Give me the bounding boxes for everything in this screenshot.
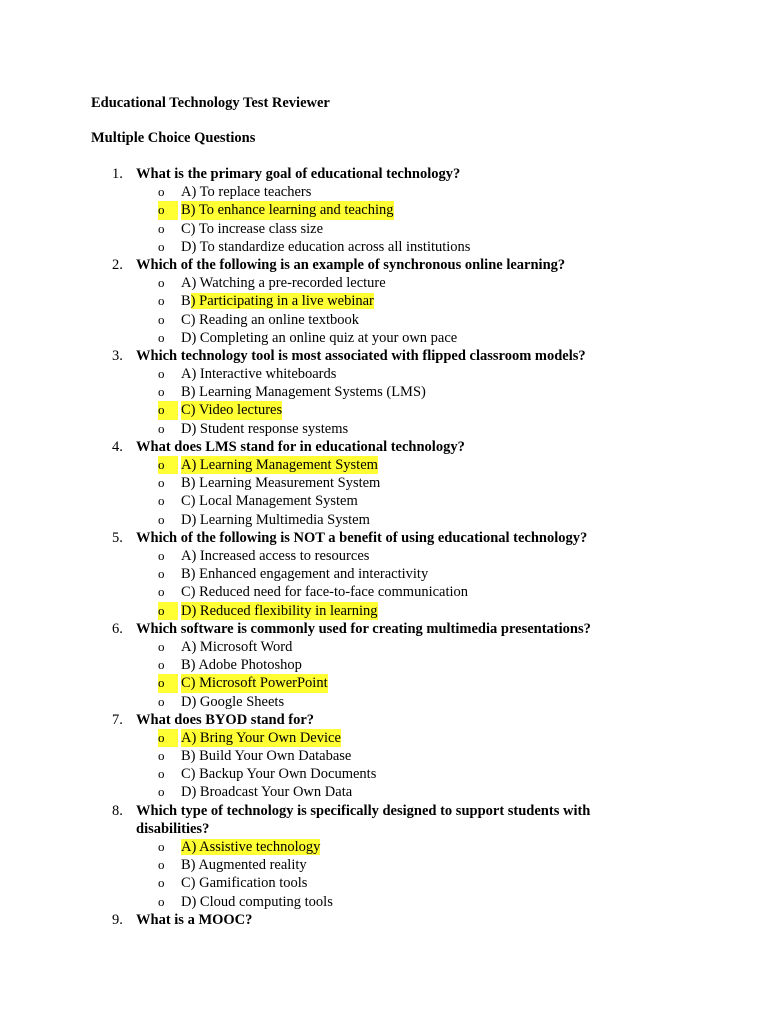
question-number: 6. <box>112 620 123 637</box>
option-text <box>181 201 394 219</box>
question-number: 3. <box>112 347 123 364</box>
option-text <box>181 893 333 911</box>
option-list <box>0 183 768 256</box>
question-text: Which of the following is an example of synchronous online learning? <box>136 256 566 273</box>
question-text: Which type of technology is specifically designed to support students with disabilities? <box>136 802 591 837</box>
option-label: A) Bring Your Own Device <box>181 729 341 746</box>
option-text <box>181 183 311 201</box>
answer-option <box>0 856 768 874</box>
question-item <box>0 911 768 929</box>
option-label: A) Learning Management System <box>181 457 378 474</box>
document-title: Educational Technology Test Reviewer <box>91 95 330 111</box>
option-text <box>181 547 369 565</box>
question-item <box>0 438 768 529</box>
question-item <box>0 165 768 256</box>
option-label: C) Video lectures <box>181 402 283 419</box>
answer-option <box>0 201 768 219</box>
answer-option <box>0 311 768 329</box>
answer-option <box>0 274 768 292</box>
bullet-marker: o <box>158 366 165 382</box>
option-label: A) Microsoft Word <box>181 638 293 655</box>
option-label: A) Increased access to resources <box>181 548 370 565</box>
answer-option <box>0 238 768 256</box>
option-text <box>181 729 341 747</box>
option-text <box>181 838 320 856</box>
option-list <box>0 456 768 529</box>
question-number: 7. <box>112 711 123 728</box>
answer-option <box>0 365 768 383</box>
option-text <box>181 274 386 292</box>
bullet-marker: o <box>158 238 165 254</box>
option-text <box>181 238 470 256</box>
answer-option <box>0 474 768 492</box>
bullet-marker: o <box>158 693 165 709</box>
bullet-marker: o <box>158 384 165 400</box>
option-text <box>181 365 336 383</box>
option-list <box>0 838 768 911</box>
answer-option <box>0 765 768 783</box>
option-text <box>181 311 359 329</box>
option-label: C) Reading an online textbook <box>181 311 359 328</box>
bullet-marker: o <box>158 511 165 527</box>
option-text <box>181 765 376 783</box>
option-list <box>0 274 768 347</box>
option-text <box>181 474 380 492</box>
question-number: 9. <box>112 911 123 928</box>
bullet-marker: o <box>158 602 178 620</box>
question-text: Which software is commonly used for creating multimedia presentations? <box>136 620 591 637</box>
option-label: A) To replace teachers <box>181 184 312 201</box>
answer-option <box>0 329 768 347</box>
bullet-marker: o <box>158 657 165 673</box>
bullet-marker: o <box>158 766 165 782</box>
answer-option <box>0 583 768 601</box>
answer-option <box>0 420 768 438</box>
option-text <box>181 602 378 620</box>
option-label: B) To enhance learning and teaching <box>181 202 394 219</box>
bullet-marker: o <box>158 584 165 600</box>
answer-option <box>0 747 768 765</box>
bullet-marker: o <box>158 311 165 327</box>
question-item <box>0 256 768 347</box>
answer-option <box>0 893 768 911</box>
option-text <box>181 329 457 347</box>
option-text <box>181 783 352 801</box>
bullet-marker: o <box>158 475 165 491</box>
bullet-marker: o <box>158 893 165 909</box>
option-label: C) Gamification tools <box>181 875 308 892</box>
option-list <box>0 365 768 438</box>
question-text: What is the primary goal of educational technology? <box>136 166 461 182</box>
option-label: A) Watching a pre-recorded lecture <box>181 275 386 292</box>
option-text <box>181 401 282 419</box>
option-label: B) Build Your Own Database <box>181 748 352 765</box>
option-label: C) To increase class size <box>181 220 324 237</box>
question-text: Which technology tool is most associated with flipped classroom models? <box>136 347 586 364</box>
option-label: D) Student response systems <box>181 420 349 437</box>
question-item <box>0 802 768 911</box>
bullet-marker: o <box>158 566 165 582</box>
option-label: B) Adobe Photoshop <box>181 657 302 674</box>
bullet-marker: o <box>158 220 165 236</box>
answer-option <box>0 492 768 510</box>
option-label: D) Google Sheets <box>181 693 285 710</box>
option-label: D) Broadcast Your Own Data <box>181 784 353 801</box>
option-label: D) Learning Multimedia System <box>181 511 370 528</box>
option-text <box>181 383 426 401</box>
option-text <box>181 856 307 874</box>
option-label: C) Microsoft PowerPoint <box>181 675 328 692</box>
answer-option <box>0 783 768 801</box>
bullet-marker: o <box>158 638 165 654</box>
question-list <box>0 165 768 929</box>
option-label: C) Local Management System <box>181 493 358 510</box>
question-number: 2. <box>112 256 123 273</box>
question-number: 8. <box>112 802 123 819</box>
option-label: B) Learning Measurement System <box>181 475 381 492</box>
option-label: B) Learning Management Systems (LMS) <box>181 384 426 401</box>
option-label: D) To standardize education across all institutions <box>181 238 471 255</box>
bullet-marker: o <box>158 329 165 345</box>
answer-option <box>0 183 768 201</box>
bullet-marker: o <box>158 729 178 747</box>
section-title: Multiple Choice Questions <box>91 130 256 146</box>
option-text <box>181 511 370 529</box>
option-label: A) Assistive technology <box>181 839 321 856</box>
option-text <box>181 492 358 510</box>
bullet-marker: o <box>158 184 165 200</box>
answer-option <box>0 693 768 711</box>
option-text <box>181 420 348 438</box>
option-label: C) Reduced need for face-to-face communication <box>181 584 469 601</box>
option-text <box>181 456 378 474</box>
bullet-marker: o <box>158 674 178 692</box>
option-label: C) Backup Your Own Documents <box>181 766 377 783</box>
answer-option <box>0 565 768 583</box>
answer-option <box>0 874 768 892</box>
question-number: 5. <box>112 529 123 546</box>
option-text <box>181 565 428 583</box>
option-text <box>181 638 292 656</box>
bullet-marker: o <box>158 456 178 474</box>
option-text <box>181 656 302 674</box>
option-label: D) Cloud computing tools <box>181 893 333 910</box>
option-list <box>0 729 768 802</box>
bullet-marker: o <box>158 548 165 564</box>
bullet-marker: o <box>158 748 165 764</box>
question-text: What is a MOOC? <box>136 911 253 928</box>
option-list <box>0 638 768 711</box>
bullet-marker: o <box>158 493 165 509</box>
answer-option <box>0 547 768 565</box>
question-number: 1. <box>112 166 123 182</box>
option-text <box>181 583 468 601</box>
option-label: B) Augmented reality <box>181 857 307 874</box>
bullet-marker: o <box>158 839 165 855</box>
option-text <box>181 874 307 892</box>
bullet-marker: o <box>158 275 165 291</box>
option-label: D) Reduced flexibility in learning <box>181 602 378 619</box>
bullet-marker: o <box>158 201 178 219</box>
question-text: Which of the following is NOT a benefit of using educational technology? <box>136 529 588 546</box>
option-label: D) Completing an online quiz at your own pace <box>181 329 458 346</box>
answer-option <box>0 401 768 419</box>
answer-option <box>0 729 768 747</box>
answer-option <box>0 456 768 474</box>
question-item <box>0 711 768 802</box>
question-item <box>0 620 768 711</box>
answer-option <box>0 220 768 238</box>
answer-option <box>0 511 768 529</box>
question-number: 4. <box>112 438 123 455</box>
bullet-marker: o <box>158 401 178 419</box>
question-text: What does BYOD stand for? <box>136 711 315 728</box>
answer-option <box>0 674 768 692</box>
option-list <box>0 547 768 620</box>
answer-option <box>0 638 768 656</box>
bullet-marker: o <box>158 784 165 800</box>
option-label: B) Enhanced engagement and interactivity <box>181 566 429 583</box>
option-text <box>181 747 351 765</box>
option-label: ) Participating in a live webinar <box>190 293 374 310</box>
question-item <box>0 529 768 620</box>
bullet-marker: o <box>158 420 165 436</box>
answer-option <box>0 602 768 620</box>
option-label: A) Interactive whiteboards <box>181 366 337 383</box>
answer-option <box>0 656 768 674</box>
option-letter: B <box>181 293 191 310</box>
option-text <box>181 674 328 692</box>
answer-option <box>0 383 768 401</box>
bullet-marker: o <box>158 293 165 309</box>
option-text <box>181 693 284 711</box>
question-item <box>0 347 768 438</box>
option-text <box>181 220 323 238</box>
answer-option <box>0 292 768 310</box>
option-text <box>181 292 374 310</box>
bullet-marker: o <box>158 875 165 891</box>
question-text: What does LMS stand for in educational technology? <box>136 438 465 455</box>
bullet-marker: o <box>158 857 165 873</box>
answer-option <box>0 838 768 856</box>
